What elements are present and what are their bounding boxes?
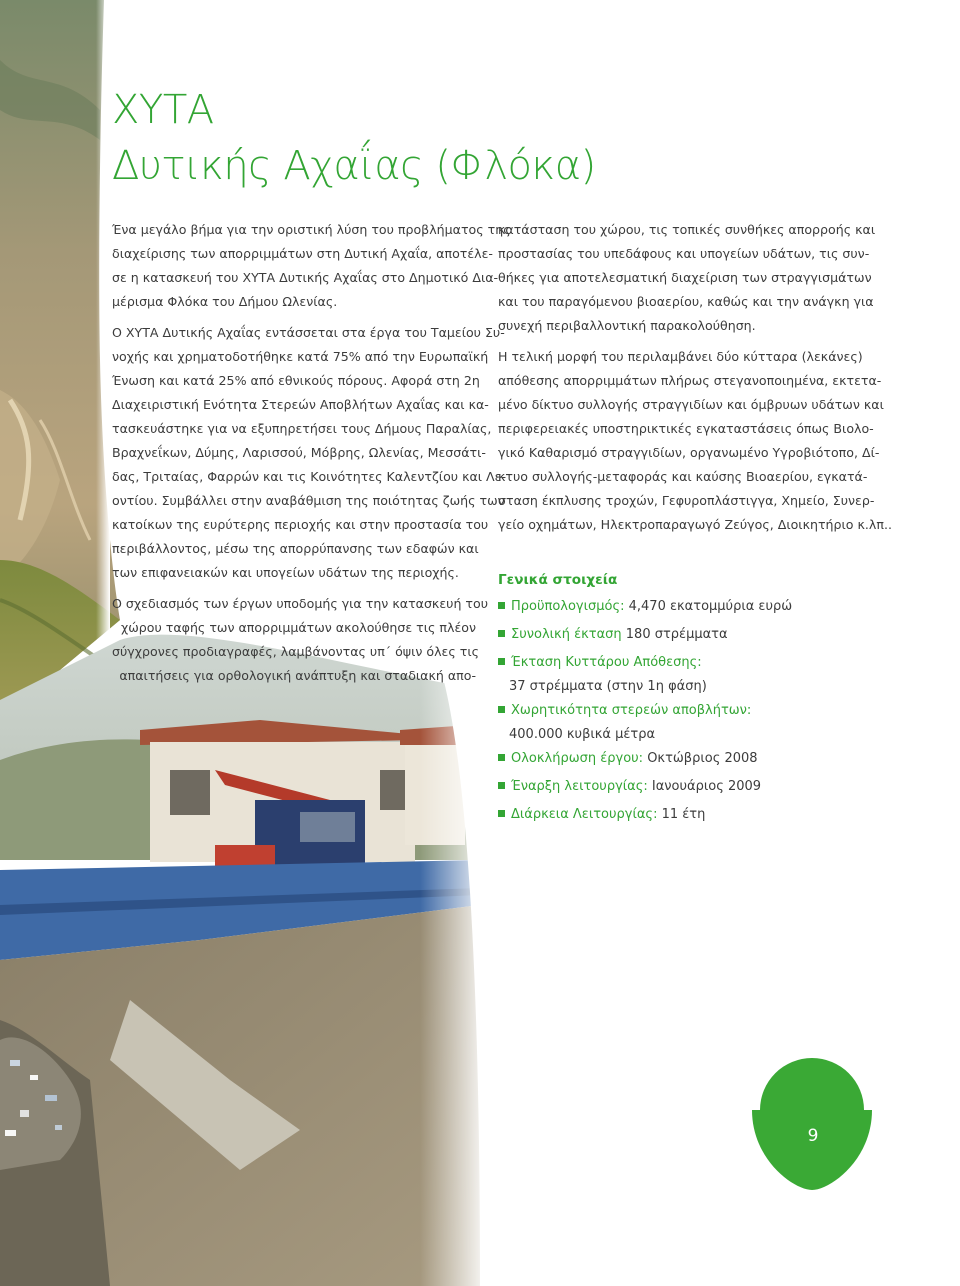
general-info-heading: Γενικά στοιχεία xyxy=(498,572,618,588)
square-bullet-icon xyxy=(498,754,505,761)
fact-total-area: Συνολική έκταση 180 στρέμματα xyxy=(498,623,728,647)
page-title xyxy=(112,82,596,194)
square-bullet-icon xyxy=(498,782,505,789)
page-number: 9 xyxy=(807,1126,819,1146)
fact-start-operation: Έναρξη λειτουργίας: Ιανουάριος 2009 xyxy=(498,775,761,799)
design-paragraph: Ο σχεδιασμός των έργων υποδομής για την κατασκευή του χώρου ταφής των απορριμμάτων ακολούθησε τις πλέον σύγχρονες προδιαγραφές, λαμβάνοντας υπ΄ όψιν όλες τις απαιτήσεις για ορθολογική ανάπτυξη και σταδιακή απο- xyxy=(112,596,489,683)
fact-budget: Προϋπολογισμός: 4,470 εκατομμύρια ευρώ xyxy=(498,595,792,619)
square-bullet-icon xyxy=(498,630,505,637)
fact-completion: Ολοκλήρωση έργου: Οκτώβριος 2008 xyxy=(498,747,758,771)
intro-paragraph: Ένα μεγάλο βήμα για την οριστική λύση του προβλήματος της διαχείρισης των απορριμμάτων στη Δυτική Αχαΐα, αποτέλε- σε η κατασκευή του ΧΥΤΑ Δυτικής Αχαΐας στο Δημοτικό Δια- μέρισμα Φλόκα του Δήμου Ωλενίας. xyxy=(112,222,511,309)
square-bullet-icon xyxy=(498,810,505,817)
title-line-1: ΧΥΤΑ xyxy=(112,87,214,133)
square-bullet-icon xyxy=(498,706,505,713)
title-line-2: Δυτικής Αχαΐας (Φλόκα) xyxy=(112,143,596,189)
fact-cell-area: Έκταση Κυττάρου Απόθεσης: 37 στρέμματα (στην 1η φάση) xyxy=(498,651,707,699)
funding-paragraph: Ο ΧΥΤΑ Δυτικής Αχαΐας εντάσσεται στα έργα του Ταμείου Συ- νοχής και χρηματοδοτήθηκε κατά 75% από την Ευρωπαϊκή Ένωση και κατά 25% από εθνικούς πόρους. Αφορά στη 2η Διαχειριστική Ενότητα Στερεών Αποβλήτων Αχαΐας και κα- τασκευάστηκε για να εξυπηρετήσει τους Δήμους Παραλίας, Βραχνεΐκων, Δύμης, Λαρισσού, Μόβρης, Ωλενίας, Μεσσάτι- δας, Τριταίας, Φαρρών και τις Κοινότητες Καλεντζίου και Λε- οντίου. Συμβάλλει στην αναβάθμιση της ποιότητας ζωής των κατοίκων της ευρύτερης περιοχής και στην προστασία του περιβάλλοντος, μέσω της απορρύπανσης των εδαφών και των επιφανειακών και υπογείων υδάτων της περιοχής. xyxy=(112,325,507,580)
square-bullet-icon xyxy=(498,658,505,665)
square-bullet-icon xyxy=(498,602,505,609)
fact-duration: Διάρκεια Λειτουργίας: 11 έτη xyxy=(498,803,705,827)
fact-capacity: Χωρητικότητα στερεών αποβλήτων: 400.000 κυβικά μέτρα xyxy=(498,699,751,747)
continuation-paragraph: κατάσταση του χώρου, τις τοπικές συνθήκες απορροής και προστασίας του υπεδάφους και υπογείων υδάτων, τις συν- θήκες για αποτελεσματική διαχείριση των στραγγισμάτων και του παραγόμενου βιοαερίου, καθώς και την ανάγκη για συνεχή περιβαλλοντική παρακολούθηση. xyxy=(498,222,876,333)
final-form-paragraph: Η τελική μορφή του περιλαμβάνει δύο κύτταρα (λεκάνες) απόθεσης απορριμμάτων πλήρως στεγανοποιημένα, εκτετα- μένο δίκτυο συλλογής στραγγιδίων και όμβρυων υδάτων και περιφερειακές υποστηρικτικές εγκαταστάσεις όπως Βιολο- γικό Καθαρισμό στραγγιδίων, οργανωμένο Υγροβιότοπο, Δί- κτυο συλλογής-μεταφοράς και καύσης Βιοαερίου, εγκατά- σταση έκπλυσης τροχών, Γεφυροπλάστιγγα, Χημείο, Συνερ- γείο οχημάτων, Ηλεκτροπαραγωγό Ζεύγος, Διοικητήριο κ.λπ.. xyxy=(498,349,892,532)
